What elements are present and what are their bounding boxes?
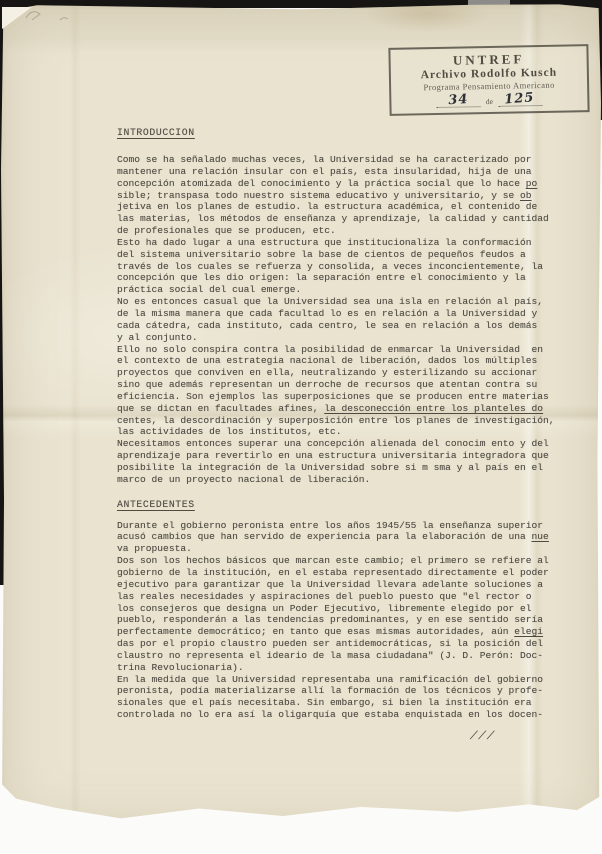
- text-line: peronista, podía materializarse allí la formación de los técnicos y profe-: [117, 685, 544, 697]
- text-line: claustro no representa el ideario de la masa ciudadana" (J. D. Perón: Doc-: [117, 649, 544, 661]
- text-line: das por el propio claustro pueden ser antidemocráticas, si la posición del: [117, 638, 544, 650]
- text-line: Esto ha dado lugar a una estructura que institucionaliza la conformación: [117, 236, 532, 248]
- text-line: controlada no lo era así la oligarquía que estaba enquistada en los docen-: [117, 709, 544, 721]
- text-line: el contexto de una estrategia nacional de liberación, dados los múltiples: [117, 355, 538, 367]
- text-line: concepción atomizada del conocimiento y la práctica social que lo hace po: [117, 177, 538, 189]
- stamp-total-pages: 125: [504, 90, 536, 108]
- text-line: gobierno de la institución, en el estaba representado directamente el poder: [117, 567, 549, 578]
- text-line: trina Revolucionaria).: [117, 661, 244, 673]
- section-heading: ANTECEDENTES: [117, 498, 195, 510]
- document-section: [117, 127, 577, 486]
- text-line: proyectos que conviven en ella, neutralizando y esterilizando su accionar: [117, 367, 538, 379]
- archive-stamp: [388, 44, 589, 116]
- underlined-text: nue: [531, 531, 549, 543]
- text-line: de la misma manera que cada facultad lo es en relación a la Universidad y: [117, 307, 538, 319]
- text-line: centes, la descordinación y superposición entre los planes de investigación,: [117, 414, 555, 426]
- underlined-text: ob: [520, 189, 532, 201]
- text-line: práctica social del cual emerge.: [117, 284, 302, 296]
- text-line: las actividades de los institutos, etc.: [117, 426, 342, 438]
- text-line: acusó cambios que han servido de experiencia para la elaboración de una nue: [117, 531, 549, 543]
- text-line: los consejeros que designa un Poder Ejecutivo, libremente elegido por el: [117, 602, 532, 614]
- text-line: En la medida que la Universidad representaba una ramificación del gobierno: [117, 673, 544, 685]
- text-line: perfectamente democrático; en tanto que esas mismas autoridades, aún elegi: [117, 626, 544, 638]
- text-line: Necesitamos entonces superar una concepción alienada del conocim ento y del: [117, 438, 549, 450]
- text-line: través de los cuales se refuerza y consolida, a veces inconcientemente, la: [117, 260, 544, 272]
- section-heading: INTRODUCCION: [117, 127, 195, 138]
- text-line: Como se ha señalado muchas veces, la Universidad se ha caracterizado por: [117, 154, 532, 165]
- text-line: eficiencia. Son ejemplos las superposiciones que se producen entre materias: [117, 390, 549, 402]
- underlined-text: la desconección entre los planteles do: [324, 402, 544, 414]
- document-section: [117, 499, 577, 721]
- text-line: posibilite la integración de la Universidad sobre si m sma y al país en el: [117, 461, 544, 473]
- text-line: va propuesta.: [117, 543, 192, 555]
- dotted-line: [437, 93, 481, 108]
- document-body: [117, 127, 577, 721]
- underlined-text: po: [525, 177, 538, 189]
- stamp-program: Programa Pensamiento Americano: [423, 79, 555, 93]
- continuation-mark: ///: [469, 730, 497, 743]
- stamp-archive-name: Archivo Rodolfo Kusch: [420, 66, 558, 82]
- text-line: mantener una relación insular con el país, esta insularidad, hija de una: [117, 165, 532, 177]
- text-line: aprendizaje para revertirlo en una estructura universitaria integradora que: [117, 450, 549, 462]
- underlined-text: elegi: [514, 626, 544, 638]
- text-line: Durante el gobierno peronista entre los años 1945/55 la enseñanza superior: [117, 519, 544, 531]
- text-line: Dos son los hechos básicos que marcan este cambio; el primero se refiere al: [117, 555, 549, 567]
- text-line: pueblo, responderán a las tendencias predominantes, y en ese sentido sería: [117, 614, 544, 626]
- stamp-page-number: 34: [448, 91, 470, 109]
- text-line: marco de un proyecto nacional de liberación.: [117, 473, 371, 485]
- text-line: No es entonces casual que la Universidad sea una isla en relación al país,: [117, 296, 544, 308]
- text-line: las reales necesidades y aspiraciones del pueblo puesto que "el rector o: [117, 590, 532, 602]
- text-line: sible; transpasa todo nuestro sistema educativo y universitario, y se ob: [117, 189, 532, 201]
- text-line: del sistema universitario sobre la base de cientos de pequeños feudos a: [117, 248, 526, 260]
- text-line: sionales que el país necesitaba. Sin embargo, si bien la institución era: [117, 697, 532, 709]
- text-line: Ello no solo conspira contra la posibilidad de enmarcar la Universidad en: [117, 343, 544, 355]
- text-line: concepción que les dio origen: la separación entre el conocimiento y la: [117, 272, 526, 284]
- text-line: sino que además representan un derroche de recursos que atentan contra su: [117, 379, 538, 391]
- pencil-mark: [22, 4, 122, 28]
- text-line: jetiva en los planes de estudio. la estructura académica, el contenido de: [117, 201, 538, 213]
- text-line: y al conjunto.: [117, 331, 198, 343]
- text-line: de profesionales que se producen, etc.: [117, 225, 336, 237]
- text-line: que se dictan en facultades afines, la desconección entre los planteles do: [117, 402, 544, 414]
- text-line: cada cátedra, cada instituto, cada centro, le sea en relación a los demás: [117, 319, 538, 331]
- de-label: de: [485, 96, 494, 107]
- text-line: las materias, los métodos de enseñanza y aprendizaje, la calidad y cantidad: [117, 213, 549, 225]
- stamp-organization: UNTREF: [452, 51, 525, 68]
- dotted-line: [498, 92, 542, 107]
- text-line: ejecutivo para garantizar que la Universidad llevara adelante soluciones a: [117, 578, 544, 590]
- stamp-page-count-row: [395, 91, 583, 109]
